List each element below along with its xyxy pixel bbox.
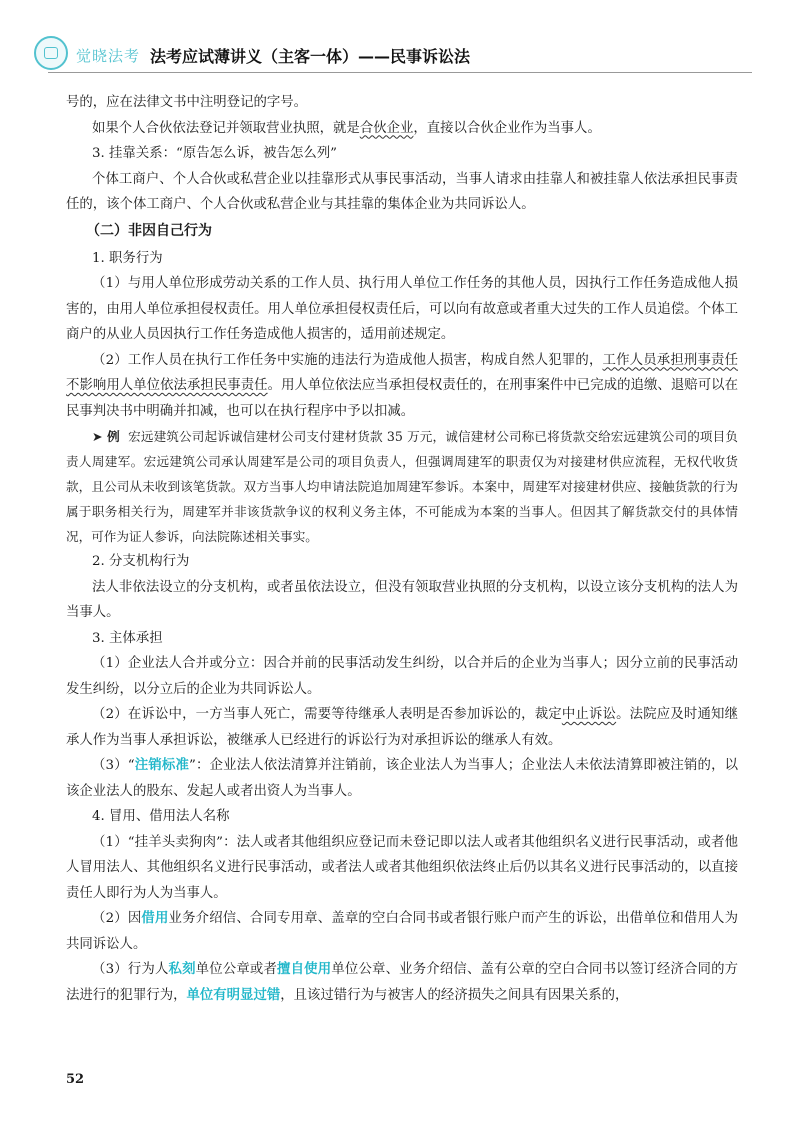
text-run: 。用人单位依法应当承担侵权责任的，在刑事案件中已完成的追缴、退赔可以在民事判决书中明确并扣减，也可以在执行程序中予以扣减。 xyxy=(66,378,739,419)
wavy-underlined-term: 中止诉讼 xyxy=(561,707,617,722)
paragraph: 法人非依法设立的分支机构，或者虽依法设立，但没有领取营业执照的分支机构，以设立该分支机构的法人为当事人。 xyxy=(66,579,738,620)
highlighted-term: 借用 xyxy=(141,911,169,926)
paragraph: （1）“挂羊头卖狗肉”：法人或者其他组织应登记而未登记即以法人或者其他组织名义进行民事活动，或者他人冒用法人、其他组织名义进行民事活动，或者法人或者其他组织依法终止后仍以其名义进行民事活动的，以直接责任人即行为人为当事人。 xyxy=(66,834,738,901)
text-run: 单位公章或者 xyxy=(195,962,278,977)
text-run: 业务介绍信、合同专用章、盖章的空白合同书或者银行账户而产生的诉讼，出借单位和借用人为共同诉讼人。 xyxy=(66,911,739,952)
highlighted-term: 私刻 xyxy=(168,962,196,977)
text-run: ”：企业法人依法清算并注销前，该企业法人为当事人；企业法人未依法清算即被注销的，以该企业法人的股东、发起人或者出资人为当事人。 xyxy=(66,758,739,799)
subheading: 3. 挂靠关系：“原告怎么诉，被告怎么列” xyxy=(92,146,337,161)
highlighted-term: 注销标准 xyxy=(134,758,190,773)
paragraph: 个体工商户、个人合伙或私营企业以挂靠形式从事民事活动，当事人请求由挂靠人和被挂靠人依法承担民事责任的，该个体工商户、个人合伙或私营企业与其挂靠的集体企业为共同诉讼人。 xyxy=(66,171,738,212)
wavy-underlined-term: 合伙企业 xyxy=(359,120,414,136)
paragraph xyxy=(66,116,738,142)
text-run: ，且该过错行为与被害人的经济损失之间具有因果关系的， xyxy=(280,987,629,1003)
page-header xyxy=(0,0,800,90)
highlighted-term: 擅自使用 xyxy=(277,962,332,977)
book-title: 法考应试薄讲义（主客一体）——民事诉讼法 xyxy=(150,47,471,66)
example-block xyxy=(66,424,738,549)
paragraph: （1）与用人单位形成劳动关系的工作人员、执行用人单位工作任务的其他人员，因执行工作任务造成他人损害的，由用人单位承担侵权责任。用人单位承担侵权责任后，可以向有故意或者重大过失的工作人员追偿。个体工商户的从业人员因执行工作任务造成他人损害的，适用前述规定。 xyxy=(66,276,738,342)
example-label: ➤ 例 xyxy=(92,429,120,444)
wavy-underlined-term: 工作人员承担刑事责任不影响用人单位依法承担民事责任 xyxy=(66,352,738,393)
paragraph xyxy=(66,957,738,1008)
paragraph xyxy=(66,702,738,753)
text-run: （2）在诉讼中，一方当事人死亡，需要等待继承人表明是否参加诉讼的，裁定 xyxy=(92,707,562,722)
brand-name: 觉晓法考 xyxy=(76,47,141,65)
subheading: 4. 冒用、借用法人名称 xyxy=(92,809,230,824)
subheading: 1. 职务行为 xyxy=(92,250,163,266)
text-run: （2）因 xyxy=(92,911,142,926)
page-number: 52 xyxy=(66,1072,85,1087)
page-body xyxy=(66,90,738,1008)
paragraph: 号的，应在法律文书中注明登记的字号。 xyxy=(66,95,308,110)
paragraph xyxy=(66,906,738,957)
text-run: ，直接以合伙企业作为当事人。 xyxy=(413,120,601,136)
subheading: 3. 主体承担 xyxy=(92,630,163,646)
paragraph: （1）企业法人合并或分立：因合并前的民事活动发生纠纷，以合并后的企业为当事人；因分立前的民事活动发生纠纷，以分立后的企业为共同诉讼人。 xyxy=(66,656,738,697)
paragraph xyxy=(66,348,738,425)
logo-face-icon xyxy=(44,47,58,59)
highlighted-term: 单位有明显过错 xyxy=(186,987,281,1003)
text-run: （2）工作人员在执行工作任务中实施的违法行为造成他人损害，构成自然人犯罪的， xyxy=(92,352,603,368)
brand-logo-icon xyxy=(34,36,68,70)
text-run: 如果个人合伙依法登记并领取营业执照，就是 xyxy=(92,120,360,136)
text-run: 。法院应及时通知继承人作为当事人承担诉讼，被继承人已经进行的诉讼行为对承担诉讼的继承人有效。 xyxy=(66,707,739,748)
text-run: （3）“ xyxy=(92,758,135,773)
header-divider xyxy=(48,72,752,73)
paragraph xyxy=(66,753,738,804)
subheading: 2. 分支机构行为 xyxy=(92,554,190,569)
section-heading: （二）非因自己行为 xyxy=(86,222,212,239)
text-run: 单位公章、业务介绍信、盖有公章的空白合同书以签订经济合同的方法进行的犯罪行为， xyxy=(66,962,739,1003)
text-run: （3）行为人 xyxy=(92,962,169,977)
example-text: 宏远建筑公司起诉诚信建材公司支付建材货款 35 万元，诚信建材公司称已将货款交给宏远建筑公司的项目负责人周建军。宏远建筑公司承认周建军是公司的项目负责人，但强调周建军的职责仅为对接建材供应流程，无权代收货款，且公司从未收到该笔货款。双方当事人均申请法院追加周建军参诉。本案中，周建军对接建材供应、接触货款的行为属于职务相关行为，周建军并非该货款争议的权利义务主体，不可能成为本案的当事人。但因其了解货款交付的具体情况，可作为证人参诉，向法院陈述相关事实。 xyxy=(66,429,738,544)
